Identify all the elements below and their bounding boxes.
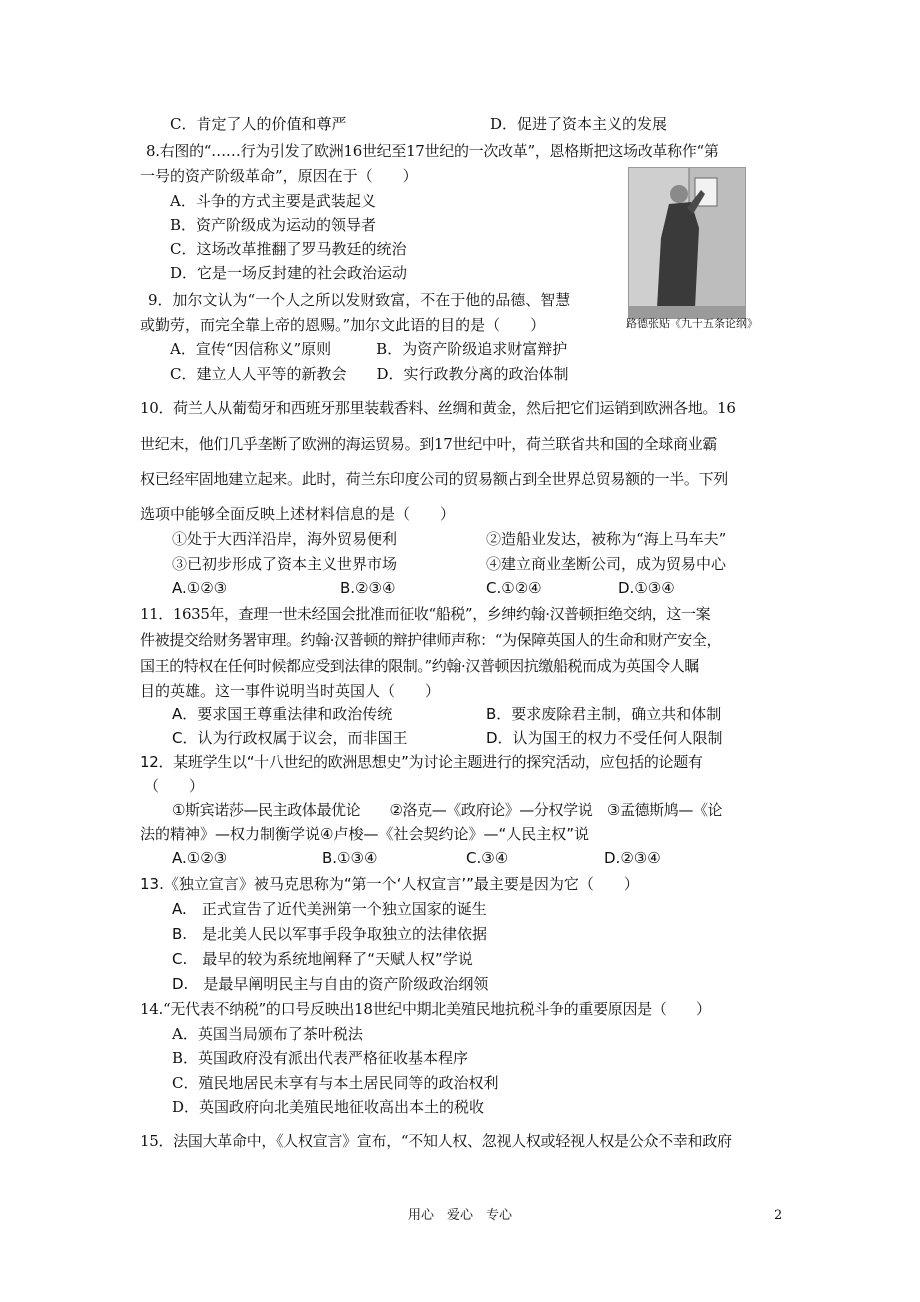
q12-option-d: D.②③④ [604,849,661,867]
q11-option-a: A．要求国王尊重法律和政治传统 [172,705,393,723]
q7-option-c: C．肯定了人的价值和尊严 [170,115,347,133]
page-number: 2 [774,1208,783,1223]
q10-option-b: B.②③④ [340,579,396,597]
q11-option-c: C．认为行政权属于议会，而非国王 [172,729,408,747]
q14-option-c: C．殖民地居民未享有与本土居民同等的政治权利 [172,1074,499,1092]
q13-stem: 13.《独立宣言》被马克思称为“第一个‘人权宣言’”最主要是因为它（ ） [140,875,639,893]
q13-option-c: C. 最早的较为系统地阐释了“天赋人权”学说 [172,950,473,968]
q13-option-a: A. 正式宣告了近代美洲第一个独立国家的诞生 [172,900,487,918]
q11-line-4: 目的英雄。这一事件说明当时英国人（ ） [140,682,441,700]
q13-option-b: B. 是北美人民以军事手段争取独立的法律依据 [172,925,488,943]
q12-line-2: （ ） [144,777,205,795]
q13-option-d: D. 是最早阐明民主与自由的资产阶级政治纲领 [172,975,489,993]
q10-item-1: ①处于大西洋沿岸，海外贸易便利 [172,530,398,548]
q10-line-4: 选项中能够全面反映上述材料信息的是（ ） [140,505,456,523]
q12-option-a: A.①②③ [172,849,228,867]
q9-stem-line-2: 或勤劳，而完全靠上帝的恩赐。”加尔文此语的目的是（ ） [140,316,546,334]
q14-stem: 14.“无代表不纳税”的口号反映出18世纪中期北美殖民地抗税斗争的重要原因是（ ） [140,1000,711,1018]
q11-option-d: D．认为国王的权力不受任何人限制 [486,729,723,747]
q10-item-3: ③已初步形成了资本主义世界市场 [172,555,398,573]
q10-option-c: C.①②④ [486,579,542,597]
footer-motto: 用心 爱心 专心 [408,1208,513,1223]
q8-option-d: D．它是一场反封建的社会政治运动 [170,264,408,282]
q8-option-a: A．斗争的方式主要是武装起义 [170,192,376,210]
q12-line-4: 法的精神》—权力制衡学说④卢梭—《社会契约论》—“人民主权”说 [140,825,589,843]
q11-option-b: B．要求废除君主制，确立共和体制 [486,705,722,723]
q7-option-d: D．促进了资本主义的发展 [490,115,668,133]
q10-line-3: 权已经牢固地建立起来。此时，荷兰东印度公司的贸易额占到全世界总贸易额的一半。下列 [140,470,729,488]
luther-image-icon [629,168,745,318]
q9-options-ab: A．宣传“因信称义”原则 B．为资产阶级追求财富辩护 [170,340,568,358]
q11-line-2: 件被提交给财务署审理。约翰·汉普顿的辩护律师声称：“为保障英国人的生命和财产安全， [140,631,722,649]
q11-line-1: 11．1635年，查理一世未经国会批准而征收“船税”，乡绅约翰·汉普顿拒绝交纳，这一案 [140,605,711,623]
q14-option-a: A．英国当局颁布了茶叶税法 [172,1025,363,1043]
figure-caption: 路德张贴《九十五条论纲》 [626,317,758,330]
q8-option-c: C．这场改革推翻了罗马教廷的统治 [170,240,407,258]
q10-option-a: A.①②③ [172,579,228,597]
q10-item-2: ②造船业发达，被称为“海上马车夫” [486,530,727,548]
q15-line-1: 15．法国大革命中，《人权宣言》宣布，“不知人权、忽视人权或轻视人权是公众不幸和政府 [140,1132,732,1150]
q9-options-cd: C．建立人人平等的新教会 D．实行政教分离的政治体制 [170,365,569,383]
q12-option-b: B.①③④ [322,849,378,867]
q11-line-3: 国王的特权在任何时候都应受到法律的限制。”约翰·汉普顿因抗缴船税而成为英国令人瞩 [140,657,699,675]
q9-stem-line-1: 9．加尔文认为“一个人之所以发财致富，不在于他的品德、智慧 [148,291,571,309]
q10-line-1: 10．荷兰人从葡萄牙和西班牙那里装载香料、丝绸和黄金，然后把它们运销到欧洲各地。16 [140,399,736,417]
q14-option-d: D．英国政府向北美殖民地征收高出本土的税收 [172,1098,485,1116]
q10-line-2: 世纪末，他们几乎垄断了欧洲的海运贸易。到17世纪中叶，荷兰联省共和国的全球商业霸 [140,435,718,453]
q14-option-b: B．英国政府没有派出代表严格征收基本程序 [172,1049,469,1067]
q10-item-4: ④建立商业垄断公司，成为贸易中心 [486,555,727,573]
q8-stem-line-2: 一号的资产阶级革命”，原因在于（ ） [140,167,418,185]
q8-stem-line-1: 8.右图的“……行为引发了欧洲16世纪至17世纪的一次改革”，恩格斯把这场改革称作“第 [146,142,719,160]
q12-option-c: C.③④ [466,849,509,867]
q8-option-b: B．资产阶级成为运动的领导者 [170,216,377,234]
q12-line-3: ①斯宾诺莎—民主政体最优论 ②洛克—《政府论》—分权学说 ③孟德斯鸠—《论 [172,801,723,819]
q10-option-d: D.①③④ [618,579,675,597]
q12-line-1: 12．某班学生以“十八世纪的欧洲思想史”为讨论主题进行的探究活动，应包括的论题有 [140,753,703,771]
luther-illustration [628,167,746,319]
